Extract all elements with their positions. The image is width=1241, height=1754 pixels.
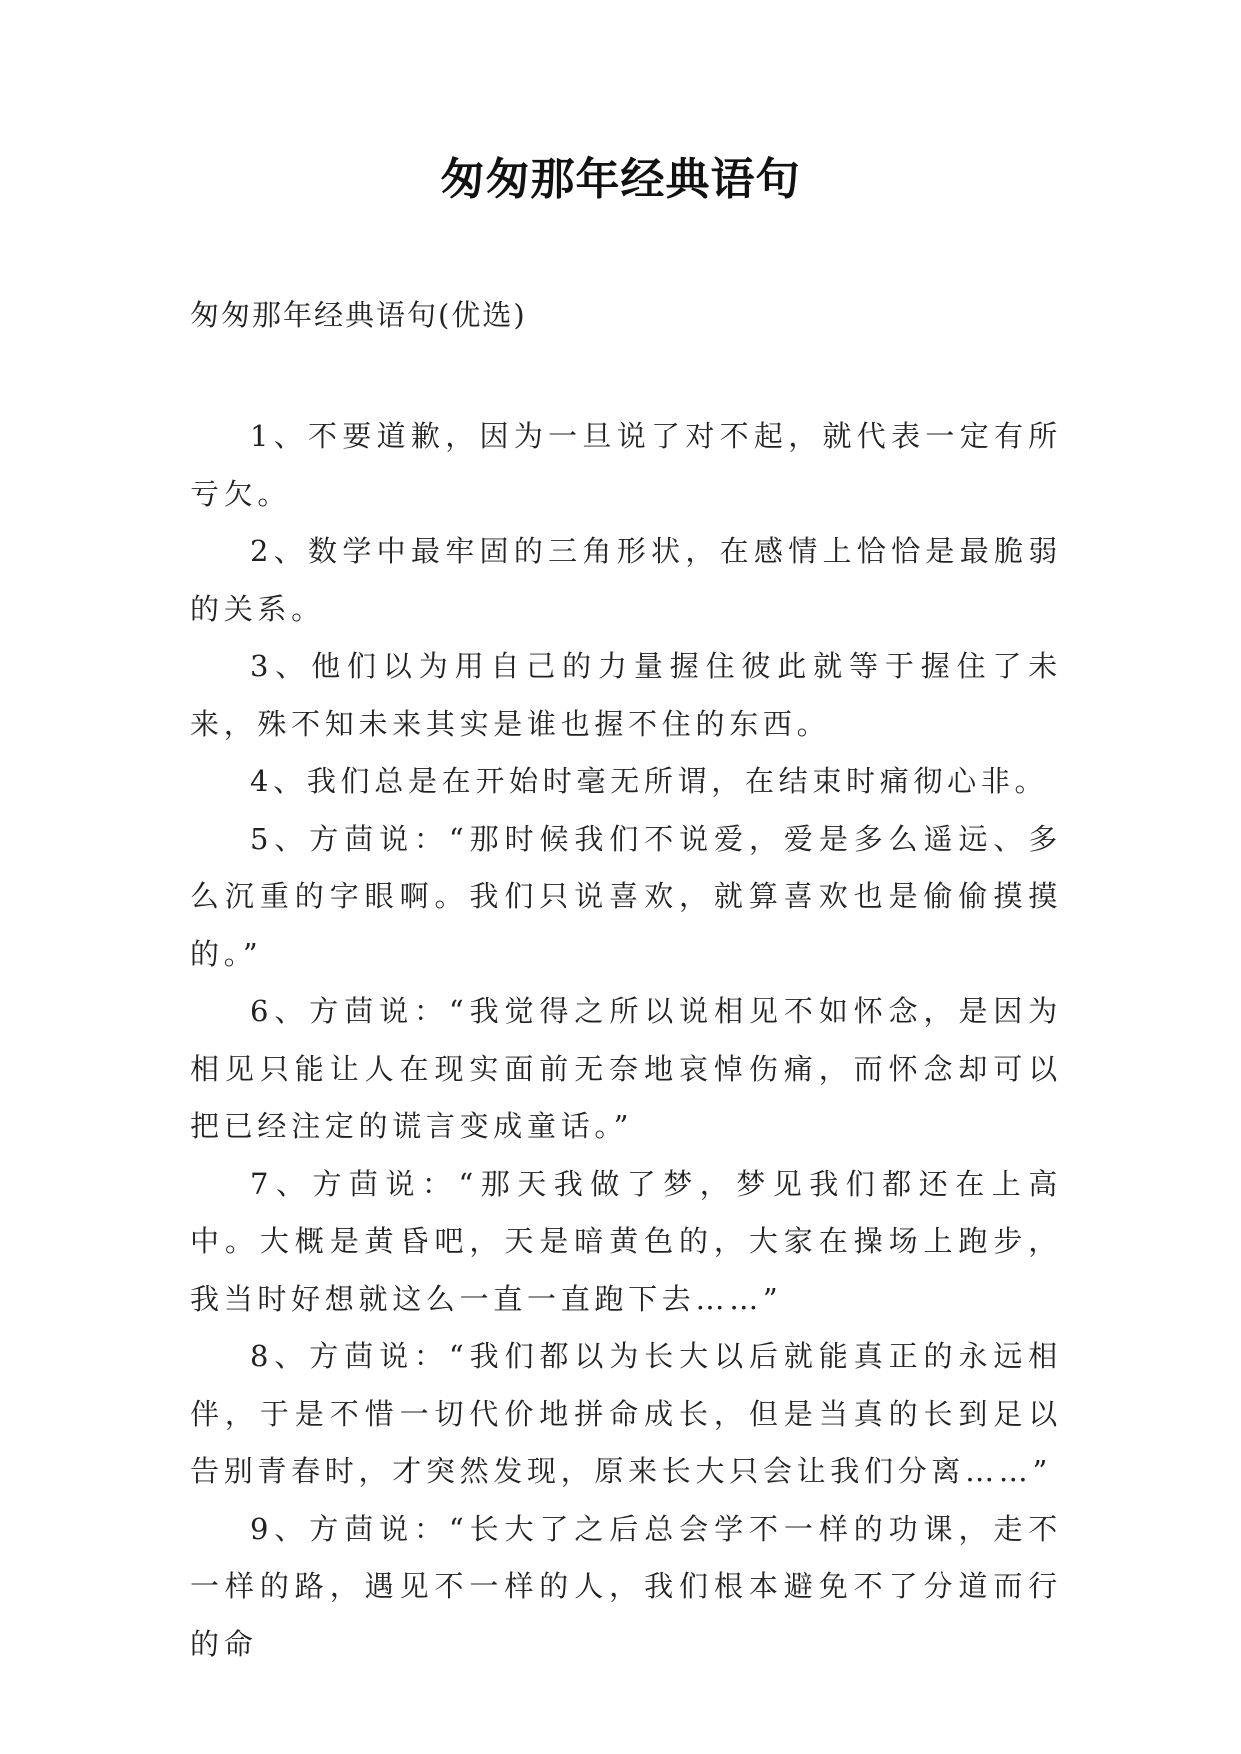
quote-paragraph-8: 8、方茴说：“我们都以为长大以后就能真正的永远相伴，于是不惜一切代价地拼命成长，但是当真的长到足以告别青春时，才突然发现，原来长大只会让我们分离……” xyxy=(190,1339,1062,1488)
quote-paragraph-9: 9、方茴说：“长大了之后总会学不一样的功课，走不一样的路，遇见不一样的人，我们根本避免不了分道而行的命 xyxy=(190,1511,1062,1661)
page-title: 匆匆那年经典语句 xyxy=(440,154,801,205)
document-body xyxy=(190,408,1062,1673)
quote-paragraph-3: 3、他们以为用自己的力量握住彼此就等于握住了未来，殊不知未来其实是谁也握不住的东西。 xyxy=(190,649,1062,741)
quote-paragraph-7: 7、方茴说：“那天我做了梦，梦见我们都还在上高中。大概是黄昏吧，天是暗黄色的，大家在操场上跑步，我当时好想就这么一直一直跑下去……” xyxy=(190,1166,1062,1316)
quote-paragraph-6: 6、方茴说：“我觉得之所以说相见不如怀念，是因为相见只能让人在现实面前无奈地哀悼伤痛，而怀念却可以把已经注定的谎言变成童话。” xyxy=(190,994,1062,1143)
quote-paragraph-1: 1、不要道歉，因为一旦说了对不起，就代表一定有所亏欠。 xyxy=(190,419,1062,511)
quote-paragraph-5: 5、方茴说：“那时候我们不说爱，爱是多么遥远、多么沉重的字眼啊。我们只说喜欢，就算喜欢也是偷偷摸摸的。” xyxy=(190,821,1062,971)
quote-paragraph-2: 2、数学中最牢固的三角形状，在感情上恰恰是最脆弱的关系。 xyxy=(190,534,1062,626)
quote-paragraph-4: 4、我们总是在开始时毫无所谓，在结束时痛彻心非。 xyxy=(250,764,1049,798)
document-subtitle: 匆匆那年经典语句(优选) xyxy=(190,298,527,332)
